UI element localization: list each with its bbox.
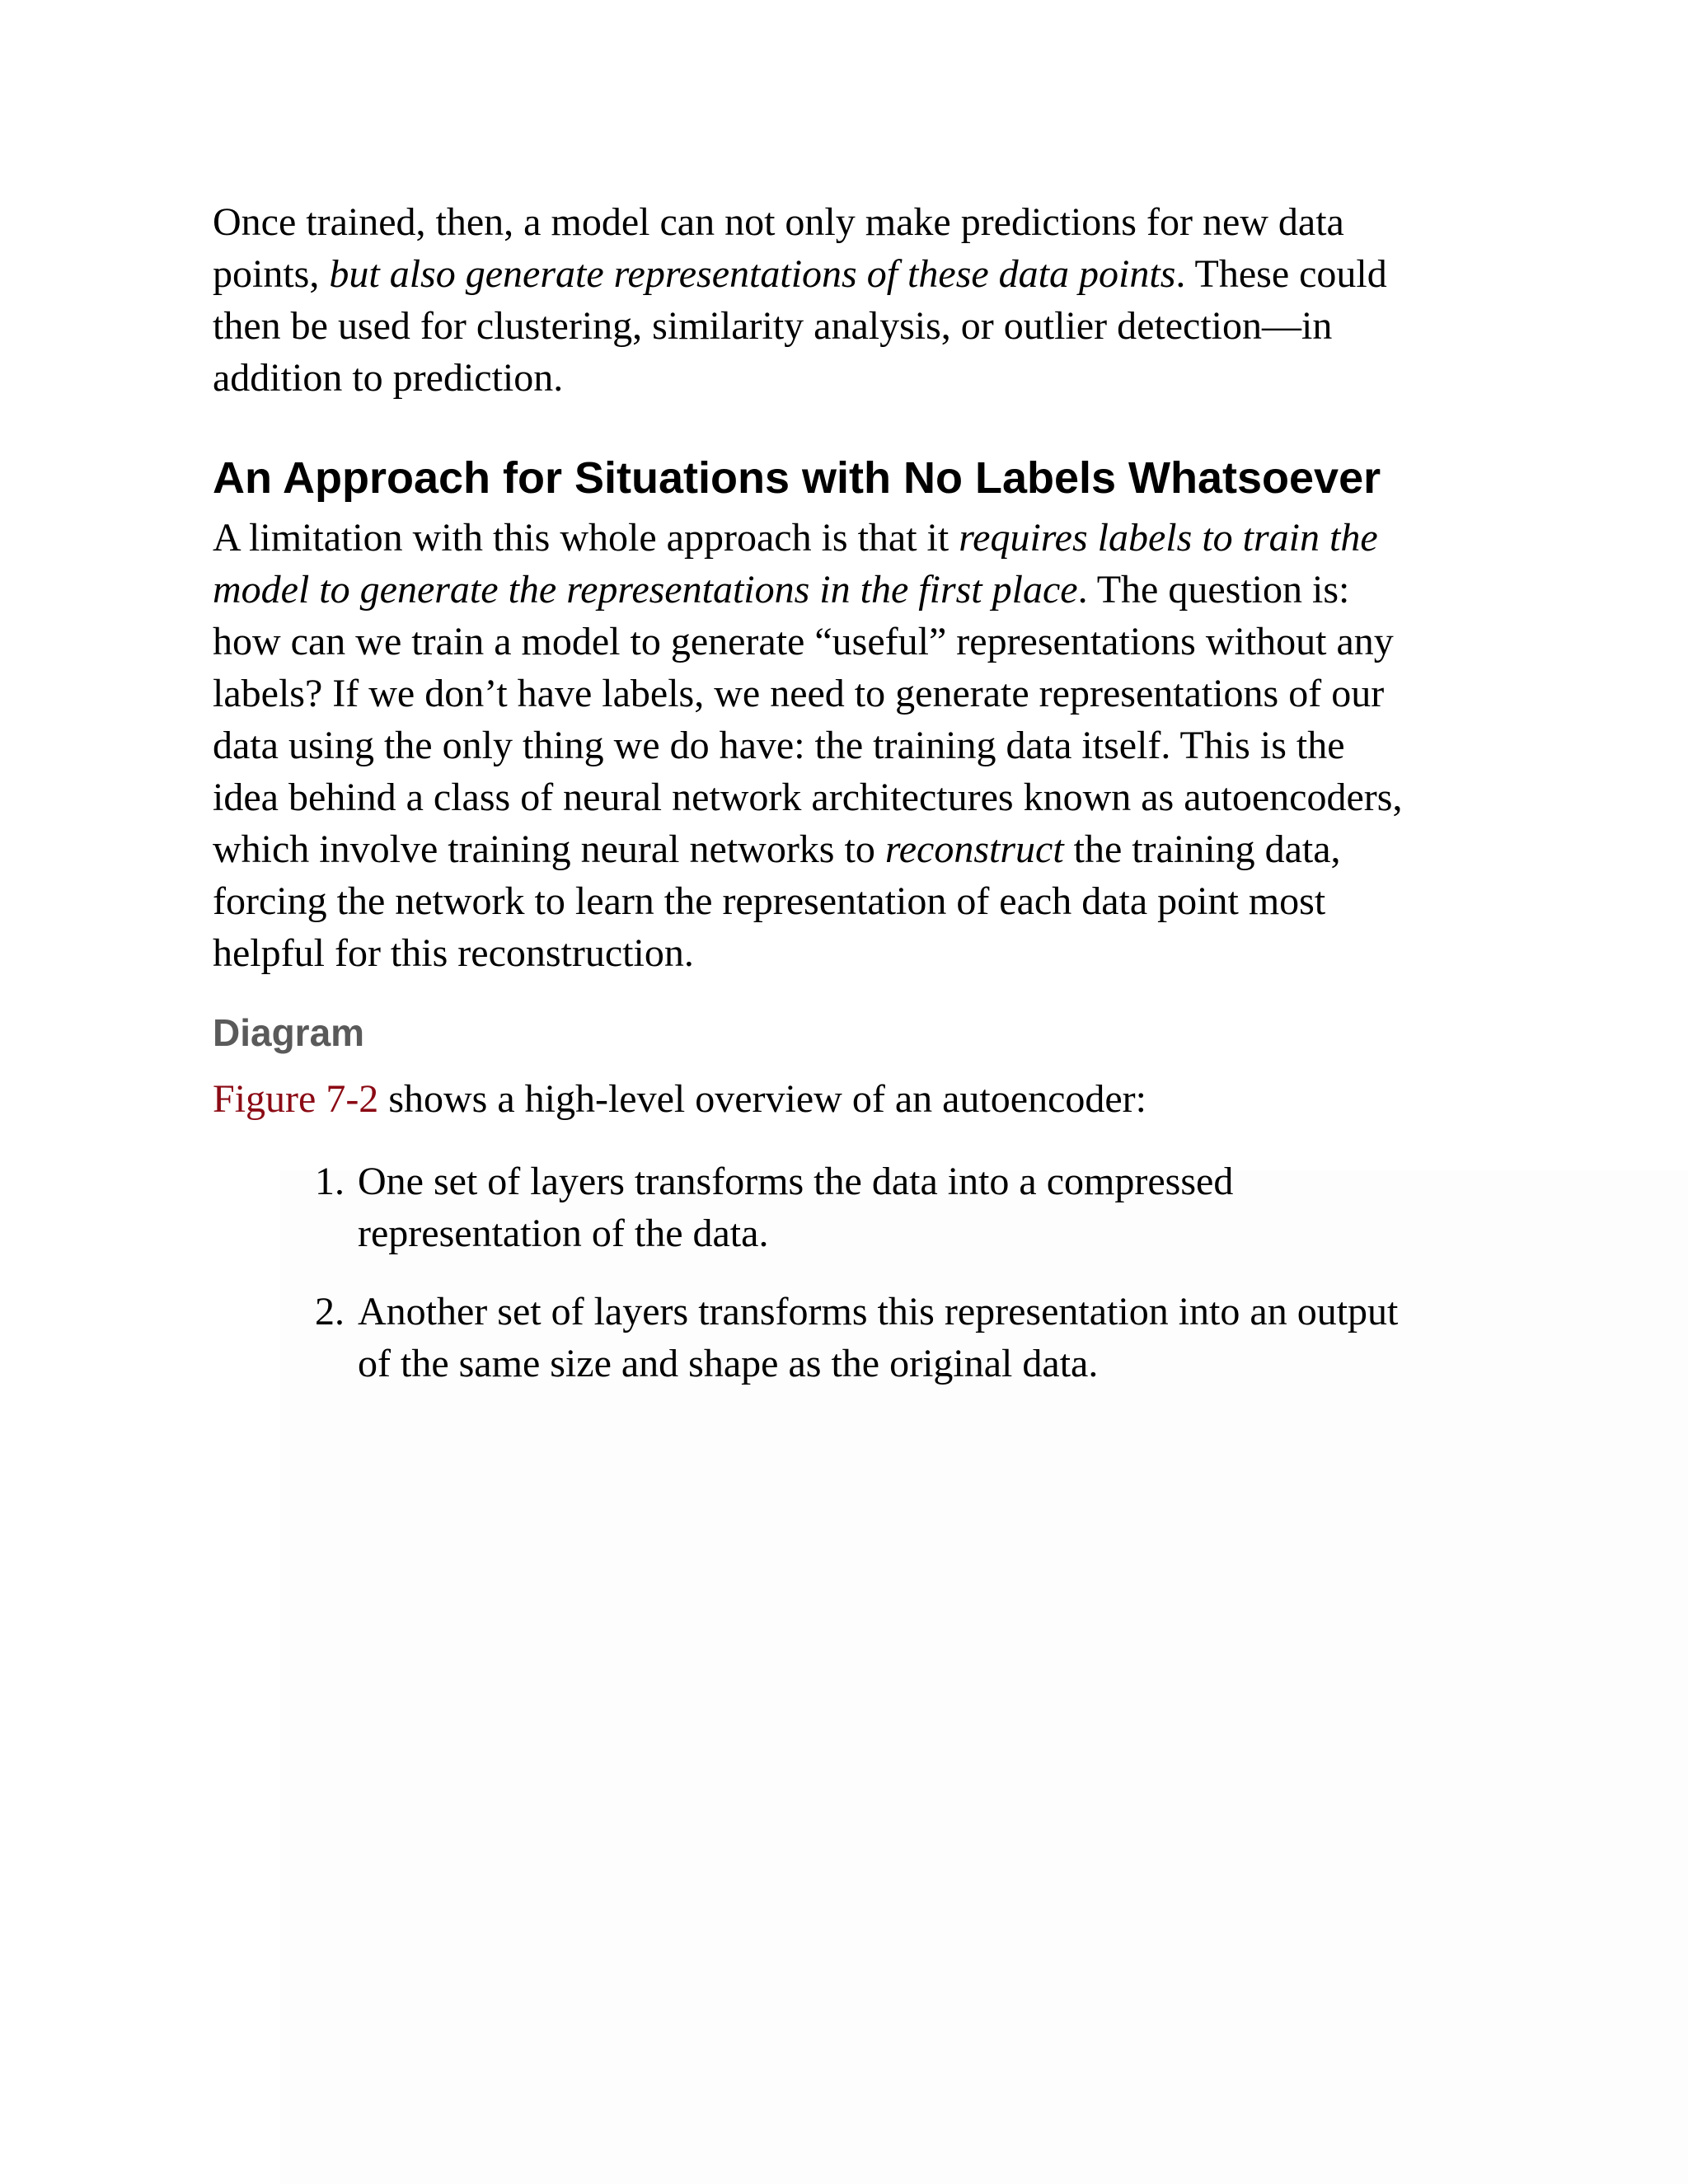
intro-line-4: addition to prediction. — [213, 356, 564, 400]
intro-emphasis: but also generate representations of these data points — [329, 252, 1176, 296]
intro-line-2-text: points, — [213, 252, 330, 296]
figure-intro-text: shows a high-level overview of an autoencoder: — [378, 1077, 1146, 1121]
section-emphasis-1: requires labels to train the — [959, 516, 1378, 560]
list-item — [213, 1286, 1498, 1390]
intro-line-1: Once trained, then, a model can not only make predictions for new data — [213, 200, 1344, 244]
figure-intro — [213, 1073, 1498, 1125]
list-item-number: 1. — [315, 1160, 345, 1203]
section-line-1-text: A limitation with this whole approach is that it — [213, 516, 959, 560]
section-emphasis-2: model to generate the representations in the first place — [213, 568, 1078, 612]
section-line-2-tail: . The question is: — [1077, 568, 1350, 612]
list-item-line-1: Another set of layers transforms this representation into an output — [358, 1290, 1399, 1333]
section-line-7 — [213, 823, 1498, 875]
list-item-line-2: of the same size and shape as the original data. — [358, 1342, 1099, 1385]
section-line-7-text: which involve training neural networks to — [213, 827, 885, 871]
section-line-1 — [213, 512, 1498, 564]
section-line-4: labels? If we don’t have labels, we need to generate representations of our — [213, 672, 1385, 715]
section-paragraph — [213, 512, 1498, 979]
intro-line-3: then be used for clustering, similarity analysis, or outlier detection—in — [213, 304, 1333, 348]
section-line-2 — [213, 564, 1498, 616]
list-item-line-1: One set of layers transforms the data into a compressed — [358, 1160, 1234, 1203]
steps-list — [213, 1155, 1498, 1390]
intro-line-2 — [213, 248, 1498, 300]
figure-link[interactable]: Figure 7-2 — [213, 1077, 379, 1121]
list-item — [213, 1155, 1498, 1259]
list-item-number: 2. — [315, 1290, 345, 1333]
section-heading: An Approach for Situations with No Labels Whatsoever — [213, 453, 1381, 503]
section-line-6: idea behind a class of neural network architectures known as autoencoders, — [213, 776, 1403, 819]
section-line-8: forcing the network to learn the representation of each data point most — [213, 879, 1326, 923]
list-item-line-2: representation of the data. — [358, 1212, 769, 1255]
section-line-5: data using the only thing we do have: the training data itself. This is the — [213, 724, 1345, 767]
subheading-diagram: Diagram — [213, 1011, 365, 1054]
section-line-9: helpful for this reconstruction. — [213, 931, 694, 975]
page-content — [213, 196, 1498, 1390]
section-line-7-tail: the training data, — [1063, 827, 1341, 871]
section-emphasis-3: reconstruct — [884, 827, 1064, 871]
intro-paragraph — [213, 196, 1498, 404]
intro-line-2-tail: . These could — [1175, 252, 1387, 296]
section-line-3: how can we train a model to generate “useful” representations without any — [213, 620, 1394, 663]
